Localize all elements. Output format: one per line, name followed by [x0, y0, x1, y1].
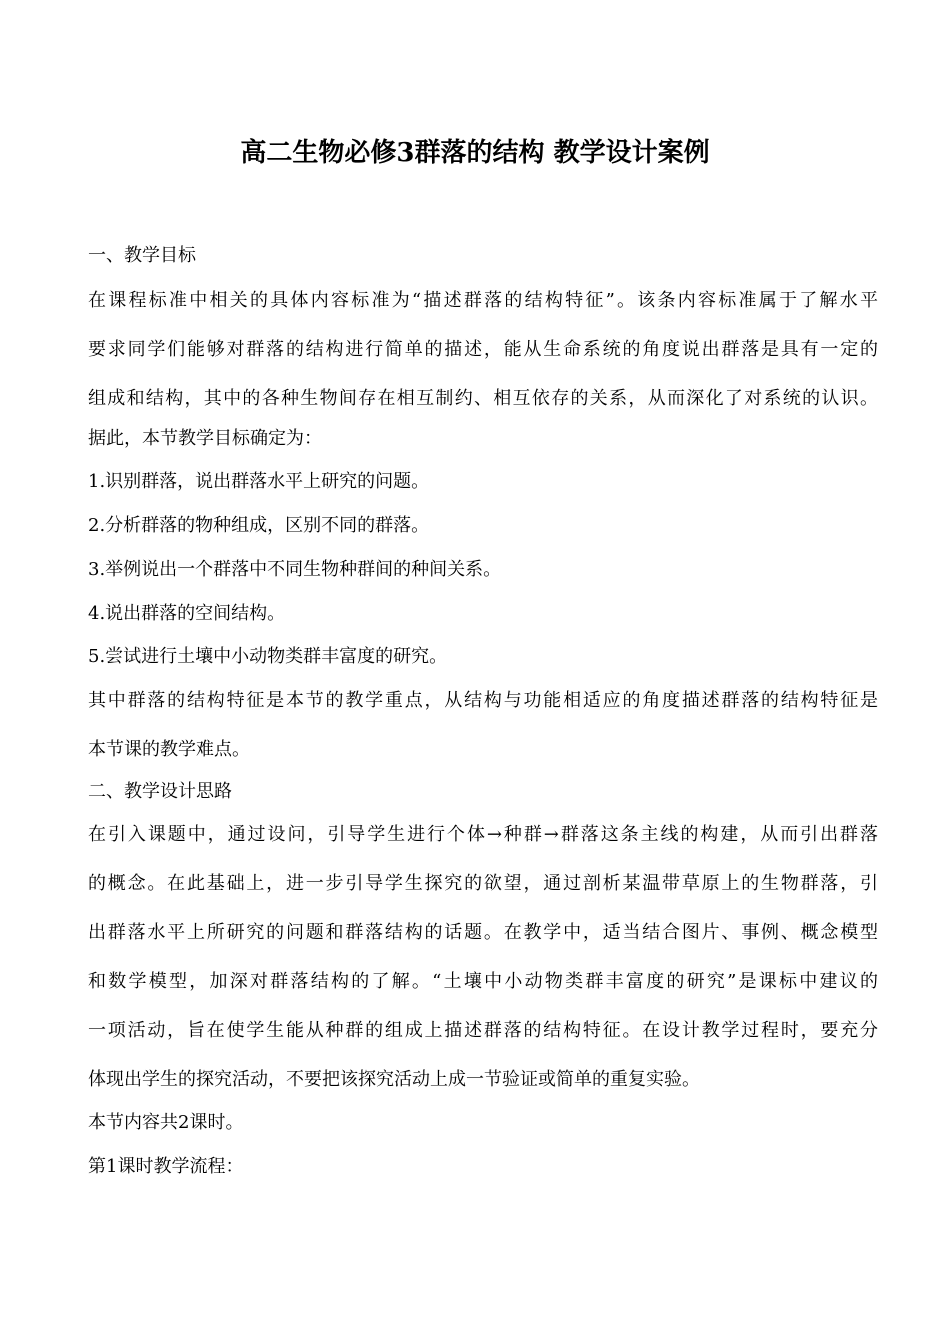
list-item: 3.举例说出一个群落中不同生物种群间的种间关系。 [88, 559, 502, 580]
paragraph-line: 据此，本节教学目标确定为： [88, 428, 322, 449]
paragraph-line: 在课程标准中相关的具体内容标准为“描述群落的结构特征”。该条内容标准属于了解水平 [88, 290, 878, 311]
list-item: 4.说出群落的空间结构。 [88, 603, 286, 624]
paragraph-line: 和数学模型，加深对群落结构的了解。“土壤中小动物类群丰富度的研究”是课标中建议的 [88, 971, 878, 992]
paragraph-line: 一项活动，旨在使学生能从种群的组成上描述群落的结构特征。在设计教学过程时，要充分 [88, 1020, 878, 1041]
paragraph-line: 体现出学生的探究活动，不要把该探究活动上成一节验证或简单的重复实验。 [88, 1069, 700, 1090]
section-heading-design: 二、教学设计思路 [88, 781, 232, 802]
paragraph-line: 在引入课题中，通过设问，引导学生进行个体→种群→群落这条主线的构建，从而引出群落 [88, 824, 878, 845]
paragraph-line: 的概念。在此基础上，进一步引导学生探究的欲望，通过剖析某温带草原上的生物群落，引 [88, 873, 878, 894]
paragraph-line: 组成和结构，其中的各种生物间存在相互制约、相互依存的关系，从而深化了对系统的认识。 [88, 388, 878, 409]
document-title: 高二生物必修3群落的结构 教学设计案例 [240, 138, 710, 168]
section-heading-objectives: 一、教学目标 [88, 245, 196, 266]
paragraph-line: 出群落水平上所研究的问题和群落结构的话题。在教学中，适当结合图片、事例、概念模型 [88, 922, 878, 943]
list-item: 5.尝试进行土壤中小动物类群丰富度的研究。 [88, 646, 448, 667]
list-item: 1.识别群落，说出群落水平上研究的问题。 [88, 471, 430, 492]
paragraph-line: 本节内容共2课时。 [88, 1112, 244, 1133]
paragraph-line: 第1课时教学流程： [88, 1156, 244, 1177]
paragraph-line: 要求同学们能够对群落的结构进行简单的描述，能从生命系统的角度说出群落是具有一定的 [88, 339, 878, 360]
paragraph-line: 本节课的教学难点。 [88, 739, 250, 760]
list-item: 2.分析群落的物种组成，区别不同的群落。 [88, 515, 430, 536]
paragraph-line: 其中群落的结构特征是本节的教学重点，从结构与功能相适应的角度描述群落的结构特征是 [88, 690, 878, 711]
